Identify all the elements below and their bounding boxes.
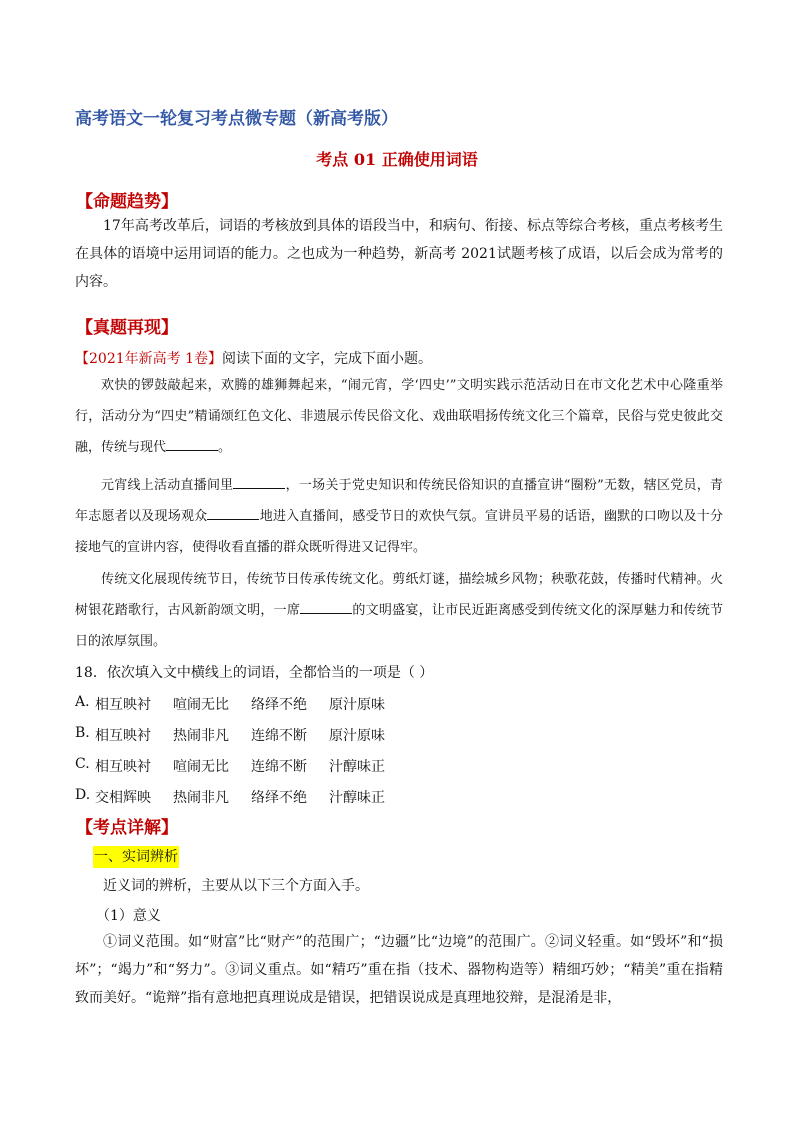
option-word: 热闹非凡 [173, 790, 229, 806]
option-b [75, 725, 407, 745]
option-word: 连绵不断 [251, 759, 307, 775]
option-a [75, 694, 407, 714]
option-word: 交相辉映 [95, 790, 151, 806]
passage-text: 欢快的锣鼓敲起来，欢腾的雄狮舞起来，“闹元宵，学‘四史’”文明实践示范活动日在市文化艺术中心隆重举行，活动分为“四史”精诵颂红色文化、非遗展示传民俗文化、戏曲联唱扬传统文化三个篇章，民俗与党史彼此交融，传统与现代 [75, 378, 723, 455]
option-c [75, 756, 407, 776]
series-title: 高考语文一轮复习考点微专题（新高考版） [75, 109, 398, 129]
passage-text: 。 [218, 440, 232, 455]
option-word: 相互映衬 [95, 759, 151, 775]
answer-blank-4 [300, 601, 352, 614]
passage-text: ，一场关于党史知识和传统民俗知识的直播宣讲“圈粉”无数，辖区党员，青年志愿者以及现场观众 [75, 478, 723, 524]
passage-paragraph-2 [75, 470, 723, 563]
passage-text: 元宵线上活动直播间里 [101, 478, 234, 493]
answer-blank-3 [207, 507, 259, 520]
detail-body: ①词义范围。如“财富”比“财产”的范围广；“边疆”比“边境”的范围广。②词义轻重。如“毁坏”和“损坏”；“竭力”和“努力”。③词义重点。如“精巧”重在指（技术、器物构造等）精细巧妙；“精美”重在指精致而美好。“诡辩”指有意地把真理说成是错误，把错误说成是真理地狡辩，是混淆是非， [75, 934, 723, 1006]
option-word: 络绎不绝 [251, 790, 307, 806]
section-heading-trend: 【命题趋势】 [76, 192, 178, 212]
subheading-meaning: （1）意义 [96, 908, 161, 924]
answer-blank-1 [166, 438, 218, 451]
passage-paragraph-1 [75, 370, 723, 463]
highlighted-subheading: 一、实词辨析 [93, 846, 179, 868]
detail-intro: 近义词的辨析，主要从以下三个方面入手。 [103, 878, 369, 894]
option-letter: C. [75, 756, 90, 772]
source-instruction: 阅读下面的文字，完成下面小题。 [222, 351, 432, 367]
section-heading-real: 【真题再现】 [76, 318, 178, 338]
source-tag: 【2021年新高考 1卷】 [75, 351, 222, 367]
option-word: 喧闹无比 [173, 697, 229, 713]
section-heading-detail: 【考点详解】 [76, 818, 178, 838]
option-word: 相互映衬 [95, 728, 151, 744]
option-word: 原汁原味 [329, 697, 385, 713]
page-title: 考点 01 正确使用词语 [316, 150, 478, 169]
trend-paragraph: 17年高考改革后，词语的考核放到具体的语段当中，和病句、衔接、标点等综合考核，重点考核考生在具体的语境中运用词语的能力。之也成为一种趋势，新高考 2021试题考核了成语，以后会成为常考的内容。 [75, 218, 723, 290]
option-word: 连绵不断 [251, 728, 307, 744]
passage-paragraph-3 [75, 564, 723, 657]
answer-blank-2 [233, 476, 285, 489]
option-letter: B. [75, 725, 90, 741]
option-word: 汁醇味正 [329, 759, 385, 775]
passage-text: 地进入直播间，感受节日的欢快气氛。宣讲员平易的话语，幽默的口吻以及十分接地气的宣讲内容，使得收看直播的群众既听得进又记得牢。 [75, 509, 723, 555]
option-letter: D. [75, 787, 91, 803]
option-letter: A. [75, 694, 90, 710]
option-word: 汁醇味正 [329, 790, 385, 806]
option-word: 原汁原味 [329, 728, 385, 744]
source-line [75, 345, 723, 373]
option-word: 络绎不绝 [251, 697, 307, 713]
option-d [75, 787, 407, 807]
passage-text: 传统文化展现传统节日，传统节日传承传统文化。剪纸灯谜，描绘城乡风物；秧歌花鼓，传播时代精神。火树银花踏歌行，古风新韵颂文明，一席 [75, 572, 723, 618]
option-word: 喧闹无比 [173, 759, 229, 775]
passage-text: 的文明盛宴，让市民近距离感受到传统文化的深厚魅力和传统节日的浓厚氛围。 [75, 603, 723, 649]
option-word: 相互映衬 [95, 697, 151, 713]
option-word: 热闹非凡 [173, 728, 229, 744]
question-18: 18．依次填入文中横线上的词语，全都恰当的一项是（ ） [75, 665, 434, 681]
